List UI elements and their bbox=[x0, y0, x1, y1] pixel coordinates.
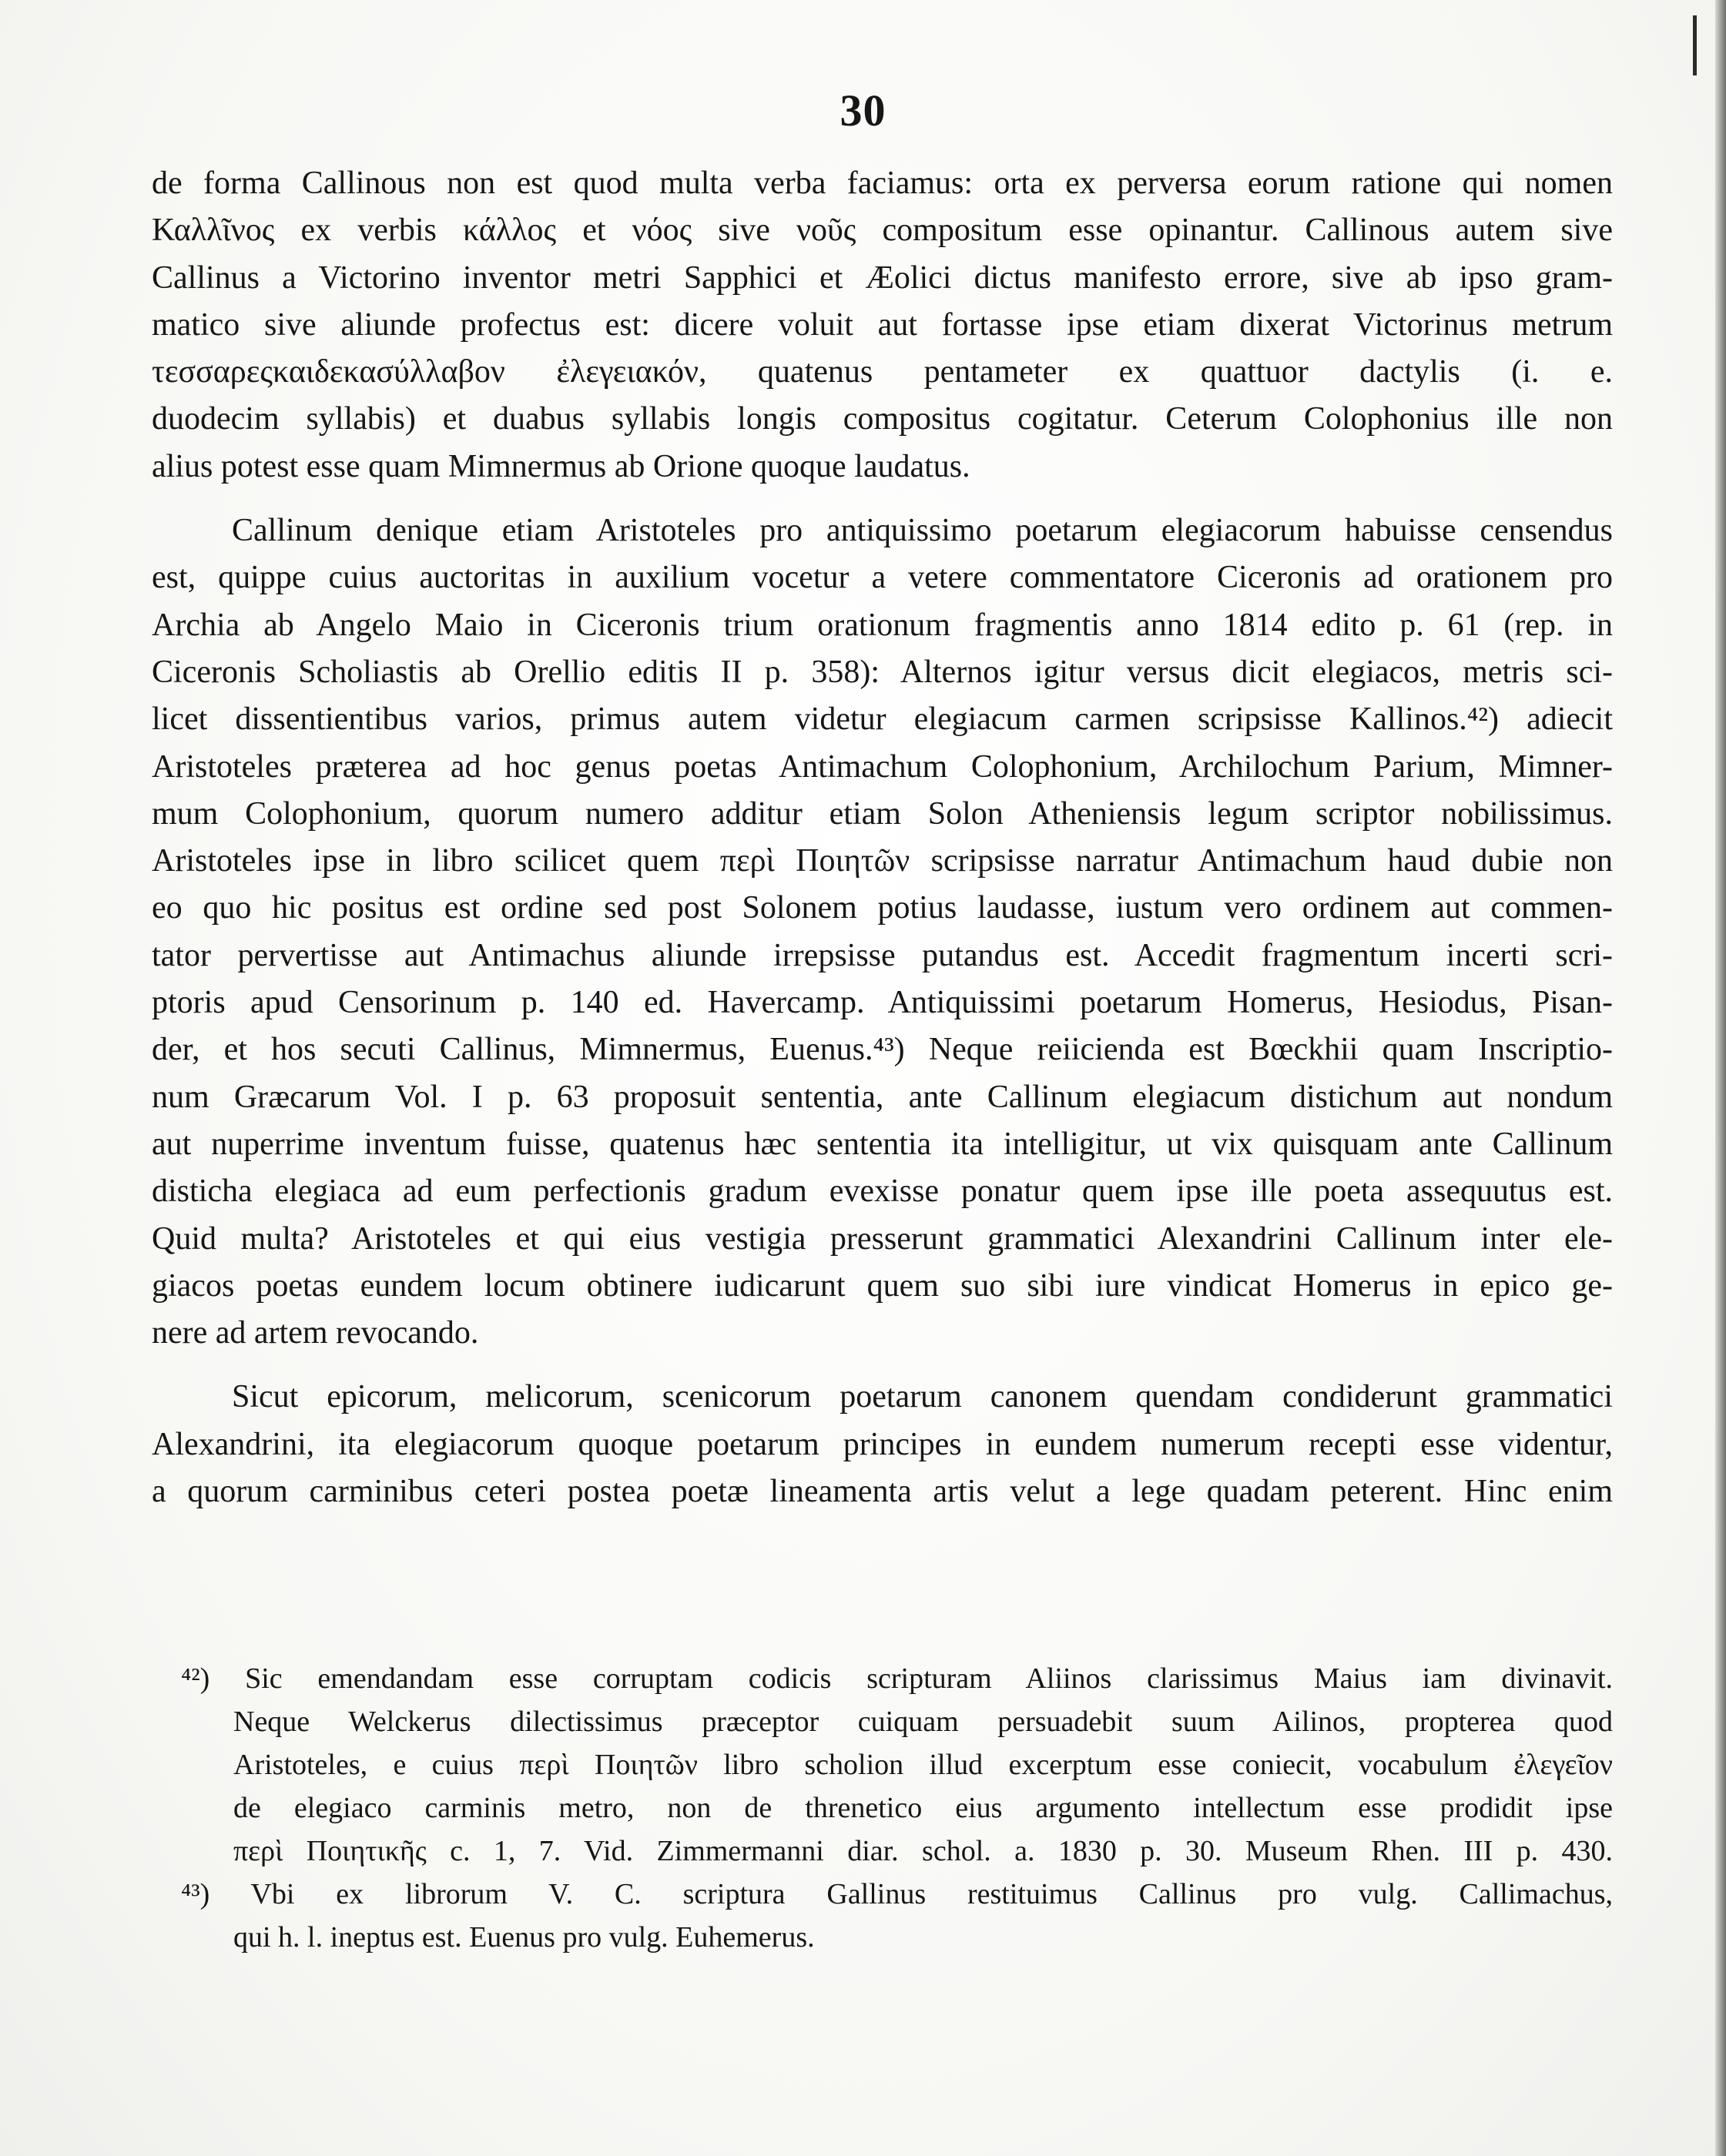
page-edge-shadow bbox=[1715, 0, 1726, 2156]
body-line: giacos poetas eundem locum obtinere iudicarunt quem suo sibi iure vindicat Homerus in epico ge- bbox=[152, 1267, 1613, 1304]
body-line: Aristoteles ipse in libro scilicet quem περὶ Ποιητῶν scripsisse narratur Antimachum haud dubie non bbox=[152, 843, 1613, 879]
body-line: licet dissentientibus varios, primus autem videtur elegiacum carmen scripsisse Kallinos.⁴²) adiecit bbox=[152, 701, 1613, 738]
page-edge-mark bbox=[1693, 15, 1697, 75]
footnotes bbox=[152, 1657, 1613, 1959]
body-line: eo quo hic positus est ordine sed post Solonem potius laudasse, iustum vero ordinem aut commen- bbox=[152, 890, 1613, 926]
footnote-line: ⁴²) Sic emendandam esse corruptam codicis scripturam Aliinos clarissimus Maius iam divinavit. bbox=[181, 1662, 1613, 1695]
footnote-line: qui h. l. ineptus est. Euenus pro vulg. Euhemerus. bbox=[233, 1921, 815, 1953]
body-line: Ciceronis Scholiastis ab Orellio editis II p. 358): Alternos igitur versus dicit elegiacos, metris sci- bbox=[152, 654, 1613, 690]
body-line: Sicut epicorum, melicorum, scenicorum poetarum canonem quendam condiderunt grammatici bbox=[232, 1379, 1613, 1415]
footnote-line: ⁴³) Vbi ex librorum V. C. scriptura Gallinus restituimus Callinus pro vulg. Callimachus, bbox=[181, 1878, 1613, 1910]
body-line: de forma Callinous non est quod multa verba faciamus: orta ex perversa eorum ratione qui nomen bbox=[152, 166, 1613, 201]
body-line: disticha elegiaca ad eum perfectionis gradum evexisse ponatur quem ipse ille poeta assequutus est. bbox=[152, 1173, 1613, 1210]
footnote-line: Neque Welckerus dilectissimus præceptor cuiquam persuadebit suum Ailinos, propterea quod bbox=[233, 1706, 1613, 1738]
body-line: mum Colophonium, quorum numero additur etiam Solon Atheniensis legum scriptor nobilissimus. bbox=[152, 795, 1613, 832]
footnote-line: Aristoteles, e cuius περὶ Ποιητῶν libro scholion illud excerptum esse coniecit, vocabulum ἐλεγεῖον bbox=[233, 1749, 1613, 1781]
body-line: num Græcarum Vol. I p. 63 proposuit sententia, ante Callinum elegiacum distichum aut nondum bbox=[152, 1079, 1613, 1115]
body-line: ptoris apud Censorinum p. 140 ed. Havercamp. Antiquissimi poetarum Homerus, Hesiodus, Pisan- bbox=[152, 985, 1613, 1021]
body-line: nere ad artem revocando. bbox=[152, 1315, 479, 1351]
body-line: Callinus a Victorino inventor metri Sapphici et Æolici dictus manifesto errore, sive ab ipso gram- bbox=[152, 259, 1613, 296]
body-line: Aristoteles præterea ad hoc genus poetas Antimachum Colophonium, Archilochum Parium, Mimner- bbox=[152, 748, 1613, 785]
body-line: matico sive aliunde profectus est: dicere voluit aut fortasse ipse etiam dixerat Victorinus metrum bbox=[152, 306, 1613, 343]
body-line: τεσσαρεςκαιδεκασύλλαβον ἐλεγειακόν, quatenus pentameter ex quattuor dactylis (i. e. bbox=[152, 354, 1613, 390]
body-line: Quid multa? Aristoteles et qui eius vestigia presserunt grammatici Alexandrini Callinum inter ele- bbox=[152, 1220, 1613, 1257]
body-line: est, quippe cuius auctoritas in auxilium vocetur a vetere commentatore Ciceronis ad orationem pro bbox=[152, 560, 1613, 596]
body-line: a quorum carminibus ceteri postea poetæ lineamenta artis velut a lege quadam peterent. Hinc enim bbox=[152, 1474, 1613, 1510]
body-line: Callinum denique etiam Aristoteles pro antiquissimo poetarum elegiacorum habuisse censendus bbox=[232, 513, 1613, 549]
body-line: Καλλῖνος ex verbis κάλλος et νόος sive νοῦς compositum esse opinantur. Callinous autem sive bbox=[152, 213, 1613, 249]
page-number: 30 bbox=[840, 85, 886, 136]
body-line: der, et hos secuti Callinus, Mimnermus, Euenus.⁴³) Neque reiicienda est Bœckhii quam Inscriptio- bbox=[152, 1032, 1613, 1068]
body-line: tator pervertisse aut Antimachus aliunde irrepsisse putandus est. Accedit fragmentum incerti scri- bbox=[152, 937, 1613, 973]
footnote-line: de elegiaco carminis metro, non de threnetico eius argumento intellectum esse prodidit ipse bbox=[233, 1792, 1613, 1824]
body-line: aut nuperrime inventum fuisse, quatenus hæc sententia ita intelligitur, ut vix quisquam ante Callinum bbox=[152, 1126, 1613, 1162]
body-text bbox=[152, 160, 1613, 1515]
body-line: alius potest esse quam Mimnermus ab Orione quoque laudatus. bbox=[152, 448, 970, 484]
body-line: duodecim syllabis) et duabus syllabis longis compositus cogitatur. Ceterum Colophonius ille non bbox=[152, 401, 1613, 437]
footnote-line: περὶ Ποιητικῆς c. 1, 7. Vid. Zimmermanni diar. schol. a. 1830 p. 30. Museum Rhen. III p. 430. bbox=[233, 1835, 1613, 1867]
body-line: Archia ab Angelo Maio in Ciceronis trium orationum fragmentis anno 1814 edito p. 61 (rep. in bbox=[152, 607, 1613, 643]
body-line: Alexandrini, ita elegiacorum quoque poetarum principes in eundem numerum recepti esse videntur, bbox=[152, 1426, 1613, 1462]
